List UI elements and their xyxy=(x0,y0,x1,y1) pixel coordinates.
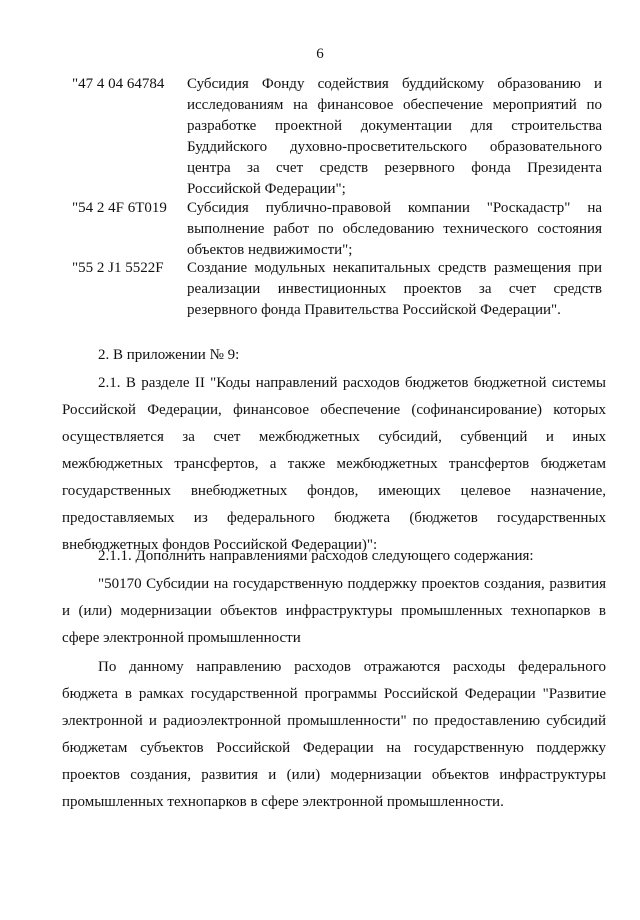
budget-code-description: Субсидия Фонду содействия буддийскому образованию и исследованиям на финансовое обеспечение мероприятий по разработке проектной документации для строительства Буддийского духовно-просветительского образовательного центра за счет средств резервного фонда Президента Российской Федерации"; xyxy=(187,76,602,197)
budget-code: "55 2 J1 5522F xyxy=(72,260,164,276)
budget-code-entry xyxy=(62,74,602,200)
amendment-subparagraph: 2.1.1. Дополнить направлениями расходов следующего содержания: xyxy=(98,548,534,564)
budget-code-description: Создание модульных некапитальных средств размещения при реализации инвестиционных проектов за счет средств резервного фонда Правительства Российской Федерации". xyxy=(187,260,602,318)
budget-code-entry xyxy=(62,198,602,261)
budget-code-description: Субсидия публично-правовой компании "Роскадастр" на выполнение работ по обследованию технического состояния объектов недвижимости"; xyxy=(187,200,602,258)
section-heading-paragraph: 2. В приложении № 9: xyxy=(98,347,240,363)
expense-direction-title: "50170 Субсидии на государственную поддержку проектов создания, развития и (или) модернизации объектов инфраструктуры промышленных технопарков в сфере электронной промышленности xyxy=(62,576,606,646)
expense-direction-description: По данному направлению расходов отражаются расходы федерального бюджета в рамках государственной программы Российской Федерации "Развитие электронной и радиоэлектронной промышленности" по предоставлению субсидий бюджетам субъектов Российской Федерации на государственную поддержку проектов создания, развития и (или) модернизации объектов инфраструктуры промышленных технопарков в сфере электронной промышленности. xyxy=(62,659,606,810)
budget-code-entry xyxy=(62,258,602,321)
amendment-paragraph: 2.1. В разделе II "Коды направлений расходов бюджетов бюджетной системы Российской Федерации, финансовое обеспечение (софинансирование) которых осуществляется за счет межбюджетных субсидий, субвенций и иных межбюджетных трансфертов, а также межбюджетных трансфертов бюджетам государственных внебюджетных фондов, имеющих целевое назначение, предоставляемых из федерального бюджета (бюджетов государственных внебюджетных фондов Российской Федерации)": xyxy=(62,375,606,553)
budget-code: "54 2 4F 6Т019 xyxy=(72,200,167,216)
page-number: 6 xyxy=(316,46,324,62)
budget-code: "47 4 04 64784 xyxy=(72,76,165,92)
